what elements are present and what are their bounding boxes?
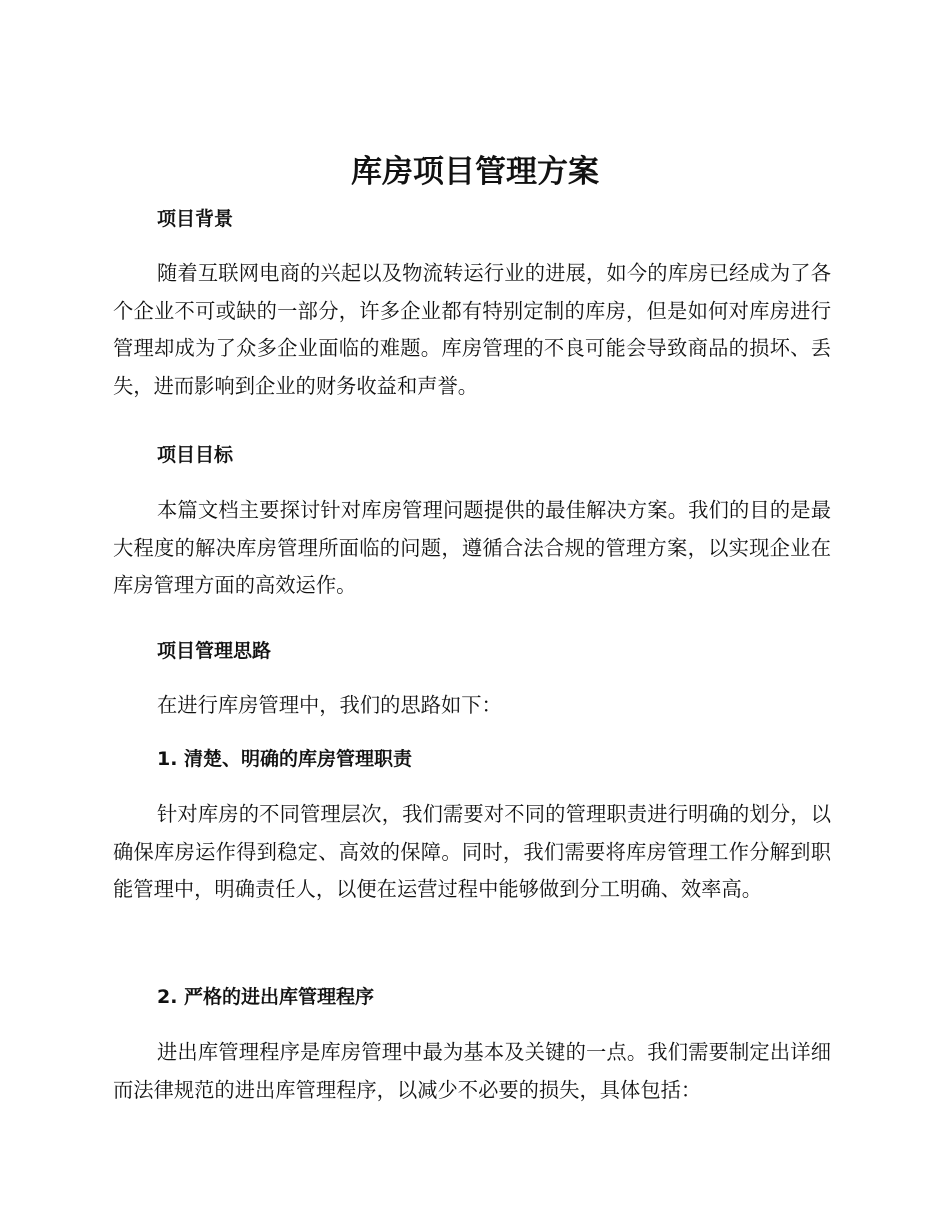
- section-paragraph-inout-procedure: 进出库管理程序是库房管理中最为基本及关键的一点。我们需要制定出详细而法律规范的进出库管理程序，以减少不必要的损失，具体包括：: [113, 1040, 831, 1102]
- section-heading-inout-procedure: 2. 严格的进出库管理程序: [157, 986, 375, 1008]
- section-heading-background: 项目背景: [157, 208, 234, 230]
- section-paragraph-goal: 本篇文档主要探讨针对库房管理问题提供的最佳解决方案。我们的目的是最大程度的解决库房管理所面临的问题，遵循合法合规的管理方案，以实现企业在库房管理方面的高效运作。: [113, 498, 831, 597]
- section-heading-responsibilities: 1. 清楚、明确的库房管理职责: [157, 748, 413, 770]
- document-title: 库房项目管理方案: [351, 154, 599, 190]
- section-paragraph-approach: 在进行库房管理中，我们的思路如下：: [157, 693, 502, 717]
- section-heading-goal: 项目目标: [157, 444, 234, 466]
- section-paragraph-background: 随着互联网电商的兴起以及物流转运行业的进展，如今的库房已经成为了各个企业不可或缺的一部分，许多企业都有特别定制的库房，但是如何对库房进行管理却成为了众多企业面临的难题。库房管理的不良可能会导致商品的损坏、丢失，进而影响到企业的财务收益和声誉。: [113, 261, 831, 398]
- section-paragraph-responsibilities: 针对库房的不同管理层次，我们需要对不同的管理职责进行明确的划分，以确保库房运作得到稳定、高效的保障。同时，我们需要将库房管理工作分解到职能管理中，明确责任人，以便在运营过程中能够做到分工明确、效率高。: [113, 802, 831, 901]
- section-heading-approach: 项目管理思路: [157, 640, 272, 662]
